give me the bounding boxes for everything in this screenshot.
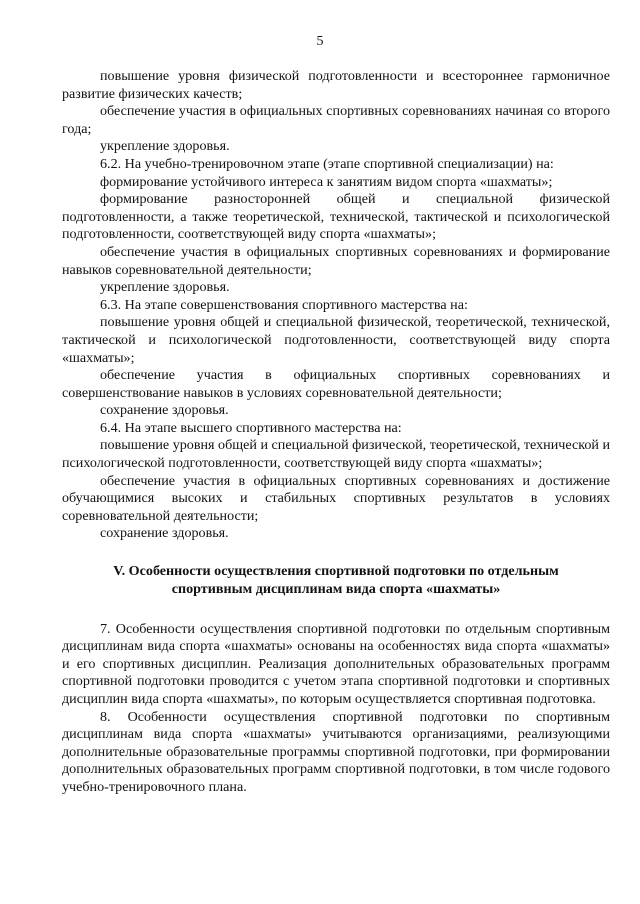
paragraph: 6.3. На этапе совершенствования спортивного мастерства на: xyxy=(100,296,468,313)
paragraph: обеспечение участия в официальных спортивных соревнованиях и формирование навыков соревновательной деятельности; xyxy=(62,243,610,278)
paragraph: обеспечение участия в официальных спортивных соревнованиях начиная со второго года; xyxy=(62,103,610,137)
paragraph: сохранение здоровья. xyxy=(100,402,229,419)
paragraph: формирование разносторонней общей и специальной физической подготовленности, а также теоретической, технической, тактической и психологической подготовленности, соответствующей виду спорта «шахматы»; xyxy=(62,191,610,243)
paragraph: 8. Особенности осуществления спортивной подготовки по спортивным дисциплинам вида спорта «шахматы» учитываются организациями, реализующими дополнительные образовательные программы спортивной подготовки, при формировании дополнительных образовательных программ спортивной подготовки, в том числе годового учебно-тренировочного плана. xyxy=(62,708,610,795)
document-body xyxy=(62,68,610,797)
paragraph: укрепление здоровья. xyxy=(100,138,230,155)
paragraph: повышение уровня общей и специальной физической, теоретической, технической, тактической и психологической подготовленности, соответствующей виду спорта «шахматы»; xyxy=(62,314,610,366)
section-heading xyxy=(62,563,610,599)
paragraph: 7. Особенности осуществления спортивной подготовки по отдельным спортивным дисциплинам вида спорта «шахматы» основаны на особенностях вида спорта «шахматы» и его спортивных дисциплин. Реализация дополнительных образовательных программ спортивной подготовки проводится с учетом этапа спортивной подготовки и спортивных дисциплин вида спорта «шахматы», по которым осуществляется спортивная подготовка. xyxy=(62,620,610,707)
paragraph: сохранение здоровья. xyxy=(100,525,229,542)
paragraph: 6.4. На этапе высшего спортивного мастерства на: xyxy=(100,419,402,436)
page-number: 5 xyxy=(316,34,324,49)
section-heading-line: V. Особенности осуществления спортивной подготовки по отдельным xyxy=(113,563,559,580)
paragraph: обеспечение участия в официальных спортивных соревнованиях и совершенствование навыков в условиях соревновательной деятельности; xyxy=(62,367,610,401)
paragraph: 6.2. На учебно-тренировочном этапе (этапе спортивной специализации) на: xyxy=(100,155,554,172)
paragraph: обеспечение участия в официальных спортивных соревнованиях и достижение обучающимися высоких и стабильных спортивных результатов в условиях соревновательной деятельности; xyxy=(62,472,610,524)
paragraph: укрепление здоровья. xyxy=(100,279,230,296)
section-heading-line: спортивным дисциплинам вида спорта «шахматы» xyxy=(171,580,501,597)
paragraph: повышение уровня физической подготовленности и всестороннее гармоничное развитие физических качеств; xyxy=(62,68,610,102)
paragraph: формирование устойчивого интереса к занятиям видом спорта «шахматы»; xyxy=(100,173,553,190)
paragraph: повышение уровня общей и специальной физической, теоретической, технической и психологической подготовленности, соответствующей виду спорта «шахматы»; xyxy=(62,437,610,472)
